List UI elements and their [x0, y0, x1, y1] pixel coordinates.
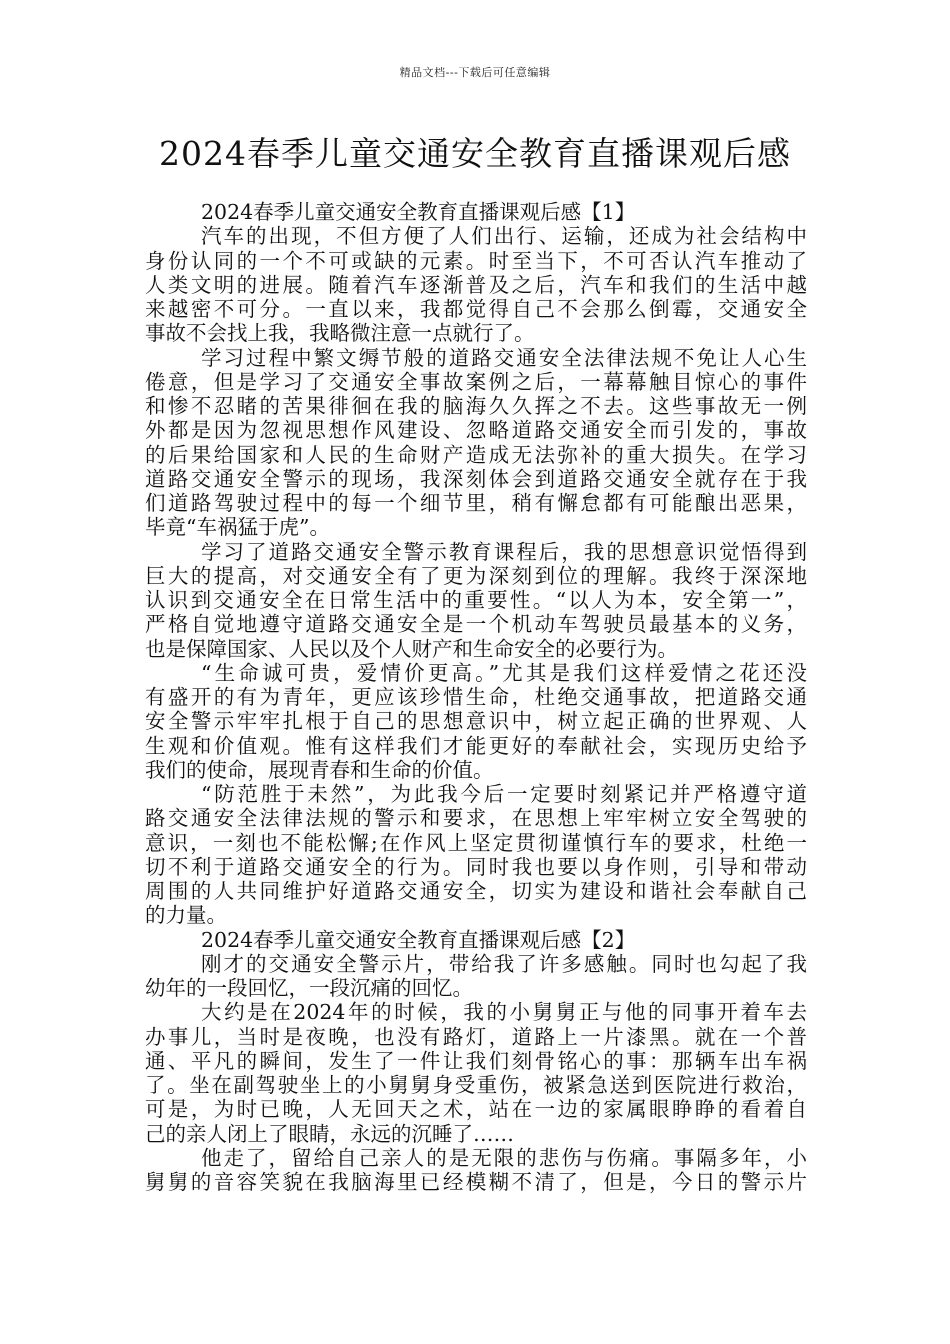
text-line: 学习过程中繁文缛节般的道路交通安全法律法规不免让人心生 [201, 345, 807, 370]
text-line: 身份认同的一个不可或缺的元素。时至当下，不可否认汽车推动了 [145, 248, 807, 273]
document-body [145, 200, 807, 1194]
text-line: 路交通安全法律法规的警示和要求，在思想上牢牢树立安全驾驶的 [145, 806, 807, 831]
text-line: 的力量。 [145, 903, 227, 928]
text-line: 舅舅的音容笑貌在我脑海里已经模糊不清了，但是，今日的警示片 [145, 1170, 807, 1194]
text-line: “防范胜于未然”，为此我今后一定要时刻紧记并严格遵守道 [201, 782, 807, 806]
text-line: 2024春季儿童交通安全教育直播课观后感【2】 [201, 927, 636, 952]
document-title: 2024春季儿童交通安全教育直播课观后感 [159, 134, 791, 173]
text-line: 道路交通安全警示的现场，我深刻体会到道路交通安全就存在于我 [145, 466, 807, 491]
text-line: 可是，为时已晚，人无回天之术，站在一边的家属眼睁睁的看着自 [145, 1097, 807, 1122]
text-line: 外都是因为忽视思想作风建设、忽略道路交通安全而引发的，事故 [145, 418, 807, 443]
text-line: 严格自觉地遵守道路交通安全是一个机动车驾驶员最基本的义务， [145, 612, 807, 637]
text-line: 人类文明的进展。随着汽车逐渐普及之后，汽车和我们的生活中越 [145, 272, 807, 297]
text-line: 大约是在2024年的时候，我的小舅舅正与他的同事开着车去 [201, 1000, 807, 1025]
text-line: 他走了，留给自己亲人的是无限的悲伤与伤痛。事隔多年，小 [201, 1145, 807, 1170]
text-line: 的后果给国家和人民的生命财产造成无法弥补的重大损失。在学习 [145, 442, 807, 467]
text-line: 了。坐在副驾驶坐上的小舅舅身受重伤，被紧急送到医院进行救治， [145, 1073, 807, 1097]
page-header-note: 精品文档---下载后可任意编辑 [399, 66, 551, 79]
text-line: 生观和价值观。惟有这样我们才能更好的奉献社会，实现历史给予 [145, 733, 807, 758]
text-line: “生命诚可贵，爱情价更高。”尤其是我们这样爱情之花还没 [201, 660, 807, 685]
text-line: 我们的使命，展现青春和生命的价值。 [145, 757, 494, 782]
text-line: 有盛开的有为青年，更应该珍惜生命，杜绝交通事故，把道路交通 [145, 685, 807, 709]
text-line: 倦意，但是学习了交通安全事故案例之后，一幕幕触目惊心的事件 [145, 369, 807, 394]
text-line: 事故不会找上我，我略微注意一点就行了。 [145, 321, 535, 346]
text-line: 也是保障国家、人民以及个人财产和生命安全的必要行为。 [145, 636, 678, 661]
text-line: 意识，一刻也不能松懈;在作风上坚定贯彻谨慎行车的要求，杜绝一 [145, 830, 807, 855]
text-line: 们道路驾驶过程中的每一个细节里，稍有懈怠都有可能酿出恶果， [145, 491, 807, 515]
text-line: 来越密不可分。一直以来，我都觉得自己不会那么倒霉，交通安全 [145, 297, 807, 321]
text-line: 毕竟“车祸猛于虎”。 [145, 515, 330, 540]
text-line: 安全警示牢牢扎根于自己的思想意识中，树立起正确的世界观、人 [145, 709, 807, 734]
text-line: 切不利于道路交通安全的行为。同时我也要以身作则，引导和带动 [145, 854, 807, 879]
text-line: 认识到交通安全在日常生活中的重要性。“以人为本，安全第一”， [145, 588, 807, 612]
text-line: 周围的人共同维护好道路交通安全，切实为建设和谐社会奉献自己 [145, 879, 807, 903]
text-line: 办事儿，当时是夜晚，也没有路灯，道路上一片漆黑。就在一个普 [145, 1024, 807, 1049]
text-line: 通、平凡的瞬间，发生了一件让我们刻骨铭心的事：那辆车出车祸 [145, 1048, 807, 1073]
text-line: 幼年的一段回忆，一段沉痛的回忆。 [145, 976, 473, 1000]
text-line: 巨大的提高，对交通安全有了更为深刻到位的理解。我终于深深地 [145, 563, 807, 588]
text-line: 汽车的出现，不但方便了人们出行、运输，还成为社会结构中 [201, 224, 807, 249]
text-line: 和惨不忍睹的苦果徘徊在我的脑海久久挥之不去。这些事故无一例 [145, 394, 807, 418]
text-line: 己的亲人闭上了眼睛，永远的沉睡了…… [145, 1121, 514, 1146]
text-line: 2024春季儿童交通安全教育直播课观后感【1】 [201, 200, 636, 224]
text-line: 刚才的交通安全警示片，带给我了许多感触。同时也勾起了我 [201, 951, 807, 976]
text-line: 学习了道路交通安全警示教育课程后，我的思想意识觉悟得到 [201, 539, 807, 564]
